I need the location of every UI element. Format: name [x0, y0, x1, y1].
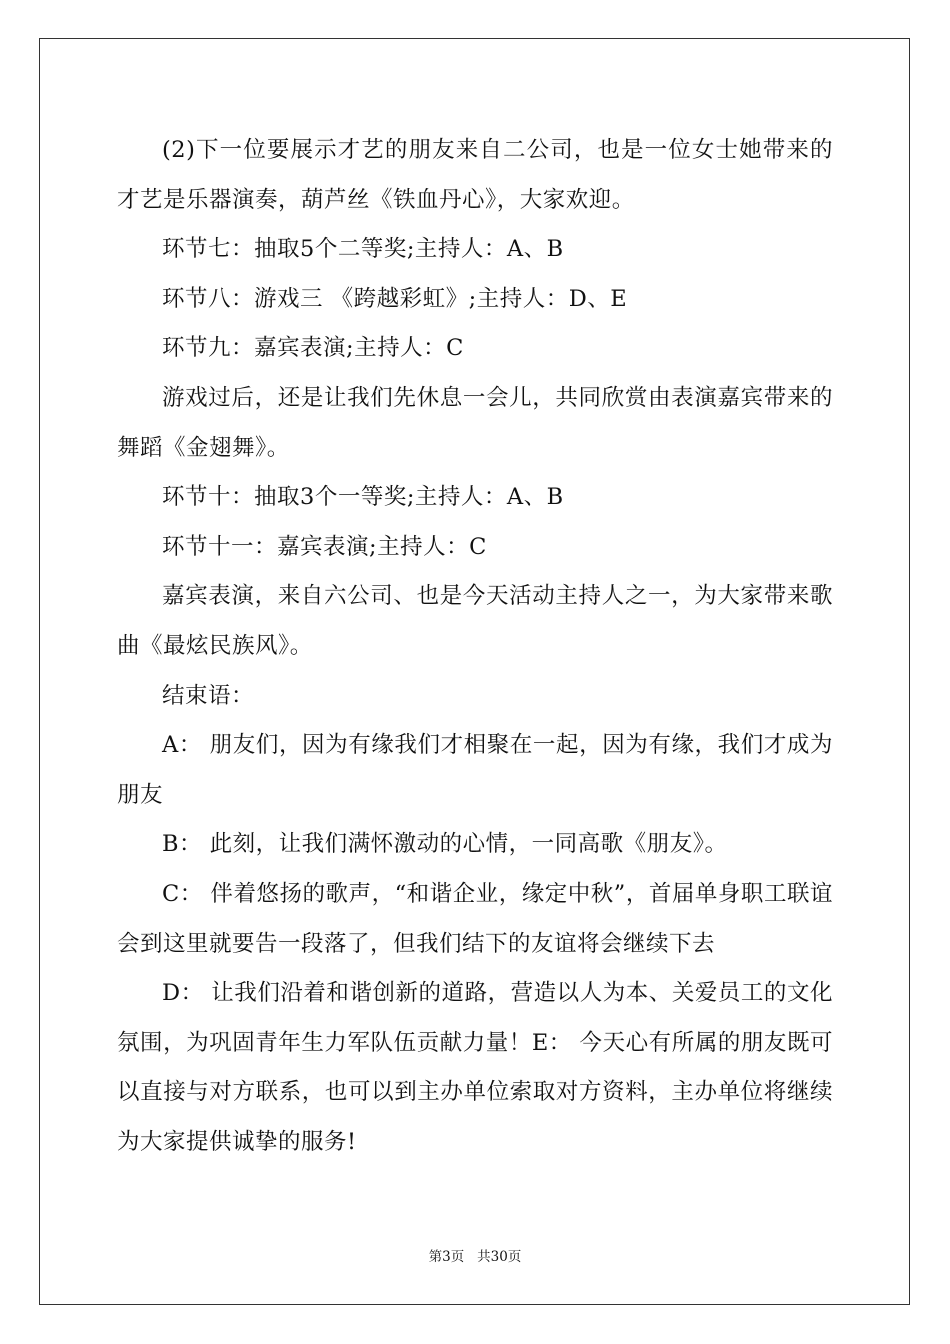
paragraph-6: 环节十：抽取3个一等奖;主持人：A、B: [162, 484, 564, 511]
paragraph-4: 环节九：嘉宾表演;主持人：C: [162, 335, 464, 362]
paragraph-13: D： 让我们沿着和谐创新的道路，营造以人为本、关爱员工的文化氛围，为巩固青年生力军队伍贡献力量！E： 今天心有所属的朋友既可以直接与对方联系，也可以到主办单位索取对方资料，主办单位将继续为大家提供诚挚的服务!: [117, 980, 833, 1155]
paragraph-12: C： 伴着悠扬的歌声，“和谐企业，缘定中秋”，首届单身职工联谊会到这里就要告一段落了，但我们结下的友谊将会继续下去: [117, 880, 833, 957]
paragraph-7: 环节十一：嘉宾表演;主持人：C: [162, 533, 487, 560]
page-number: 第3页: [428, 1249, 465, 1265]
page-footer: [0, 1245, 950, 1265]
page-total: 共30页: [477, 1249, 522, 1265]
paragraph-8: 嘉宾表演，来自六公司、也是今天活动主持人之一，为大家带来歌曲《最炫民族风》。: [117, 583, 833, 659]
paragraph-3: 环节八：游戏三 《跨越彩虹》;主持人：D、E: [162, 285, 628, 312]
paragraph-10: A： 朋友们，因为有缘我们才相聚在一起，因为有缘，我们才成为朋友: [117, 732, 833, 808]
document-body: [117, 126, 833, 1167]
paragraph-11: B： 此刻，让我们满怀激动的心情，一同高歌《朋友》。: [162, 831, 728, 858]
paragraph-9: 结束语：: [162, 682, 255, 709]
paragraph-1: (2)下一位要展示才艺的朋友来自二公司，也是一位女士她带来的才艺是乐器演奏，葫芦丝《铁血丹心》，大家欢迎。: [117, 137, 833, 213]
paragraph-2: 环节七：抽取5个二等奖;主持人：A、B: [162, 236, 564, 263]
paragraph-5: 游戏过后，还是让我们先休息一会儿，共同欣赏由表演嘉宾带来的舞蹈《金翅舞》。: [117, 384, 833, 461]
